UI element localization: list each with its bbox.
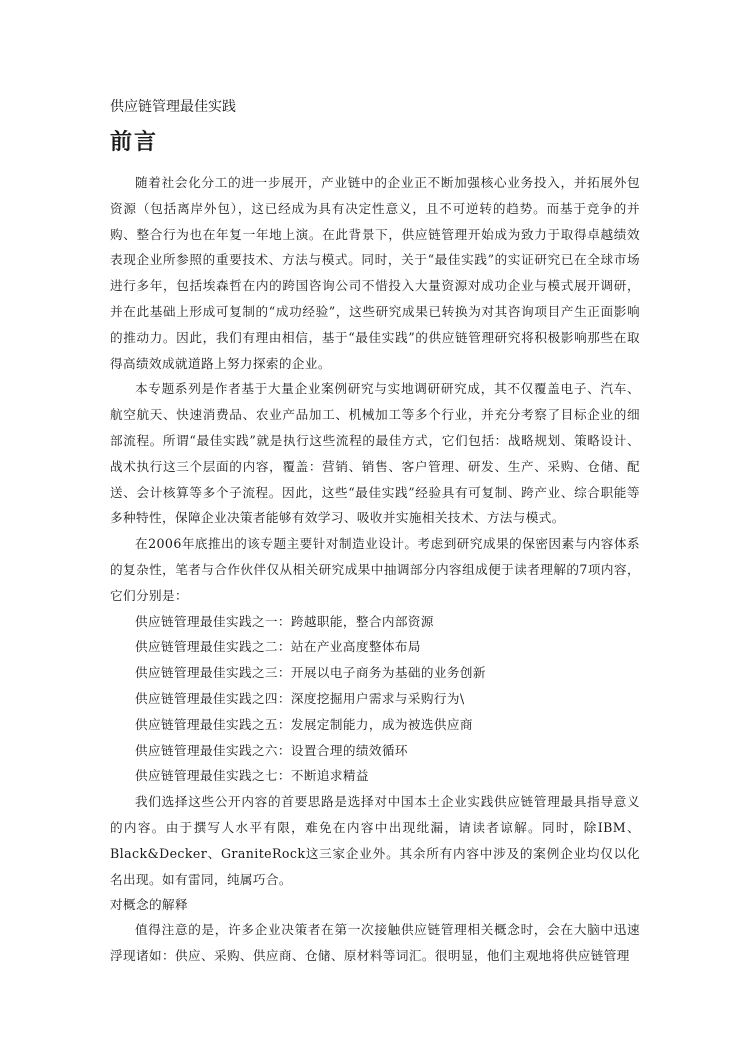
list-item: 供应链管理最佳实践之一：跨越职能，整合内部资源 (135, 613, 434, 629)
closing-paragraph: 我们选择这些公开内容的首要思路是选择对中国本土企业实践供应链管理最具指导意义的内容。由于撰写人水平有限，难免在内容中出现纰漏，请读者谅解。同时，除IBM、Black&Decker、GraniteRock这三家企业外。其余所有内容中涉及的案例企业均仅以化名出现。如有雷同，纯属巧合。 (110, 794, 640, 887)
list-item: 供应链管理最佳实践之五：发展定制能力，成为被选供应商 (135, 716, 473, 732)
list-item: 供应链管理最佳实践之六：设置合理的绩效循环 (135, 742, 408, 758)
list-item: 供应链管理最佳实践之四：深度挖掘用户需求与采购行为\ (135, 690, 465, 706)
practice-list (110, 609, 640, 790)
section-heading: 对概念的解释 (110, 897, 188, 913)
section-paragraph: 值得注意的是，许多企业决策者在第一次接触供应链管理相关概念时，会在大脑中迅速浮现诸如：供应、采购、供应商、仓储、原材料等词汇。很明显，他们主观地将供应链管理 (110, 922, 640, 964)
list-item: 供应链管理最佳实践之二：站在产业高度整体布局 (135, 639, 421, 655)
page-title: 前言 (110, 130, 159, 155)
document-page (110, 96, 640, 969)
document-header: 供应链管理最佳实践 (110, 98, 236, 114)
paragraph: 随着社会化分工的进一步展开，产业链中的企业正不断加强核心业务投入，并拓展外包资源（包括离岸外包），这已经成为具有决定性意义，且不可逆转的趋势。而基于竞争的并购、整合行为也在年复一年地上演。在此背景下，供应链管理开始成为致力于取得卓越绩效表现企业所参照的重要技术、方法与模式。同时，关于“最佳实践”的实证研究已在全球市场进行多年，包括埃森哲在内的跨国咨询公司不惜投入大量资源对成功企业与模式展开调研，并在此基础上形成可复制的“成功经验”，这些研究成果已转换为对其咨询项目产生正面影响的推动力。因此，我们有理由相信，基于“最佳实践”的供应链管理研究将积极影响那些在取得高绩效成就道路上努力探索的企业。 (110, 175, 640, 371)
list-item: 供应链管理最佳实践之三：开展以电子商务为基础的业务创新 (135, 665, 486, 681)
paragraph: 在2006年底推出的该专题主要针对制造业设计。考虑到研究成果的保密因素与内容体系的复杂性，笔者与合作伙伴仅从相关研究成果中抽调部分内容组成便于读者理解的7项内容，它们分别是： (110, 536, 640, 603)
paragraph: 本专题系列是作者基于大量企业案例研究与实地调研研究成，其不仅覆盖电子、汽车、航空航天、快速消费品、农业产品加工、机械加工等多个行业，并充分考察了目标企业的细部流程。所谓“最佳实践”就是执行这些流程的最佳方式，它们包括：战略规划、策略设计、战术执行这三个层面的内容，覆盖：营销、销售、客户管理、研发、生产、采购、仓储、配送、会计核算等多个子流程。因此，这些“最佳实践”经验具有可复制、跨产业、综合职能等多种特性，保障企业决策者能够有效学习、吸收并实施相关技术、方法与模式。 (110, 381, 640, 526)
list-item: 供应链管理最佳实践之七：不断追求精益 (135, 768, 369, 784)
